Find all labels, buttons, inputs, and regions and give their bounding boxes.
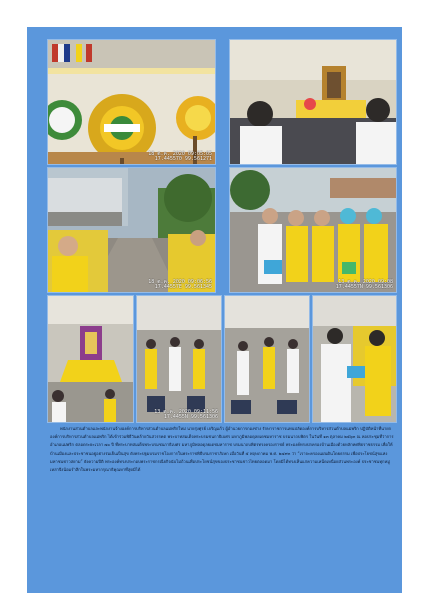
photo-timestamp: 13 ต.ค. 2020 09:08 17.44557N 99.561306 [335,279,393,290]
photo-timestamp: 18 ต.ค. 2020 09:06:56 17.44557E 99.561345 [148,279,212,290]
handover-image [313,296,396,422]
photo-queue-along-road [48,168,215,292]
article-caption: พนักงานส่วนตำบลและพนักงานจ้างองค์การบริหารส่วนตำบลแม่พริกใหม่ นายรุ่งศุรย์ เจริญแก้ว ผู้อำนวยการกองช่าง รักษาราชการแทนปลัดองค์การบริหารส่วนตำบลแม่พริก ปฏิบัติหน้าที่นายกองค์การบริหารส่วนตำบลแม่พริก ได้เข้าร่วมพิธีวันคล้ายวันสวรรคต พระบาทสมเด็จพระบรมชนกาธิเบศร มหาภูมิพลอดุลยเดชมหาราช บรมนาถบพิตร ในวันที่ ๑๓ ตุลาคม ๒๕๖๓ ณ หอประชุมที่ว่าการอำเภอแม่พริก ตลอดระยะเวลา ๗๐ ปี ที่พระบาทสมเด็จพระบรมชนกาธิเบศร มหาภูมิพลอดุลยเดชมหาราช บรมนาถบพิตรทรงครองราชย์ พระองค์ทรงปกครองบ้านเมืองด้วยหลักทศพิธราชธรรม เพื่อให้บ้านเมืองและประชาชนอยู่อย่างร่มเย็นเป็นสุข ดังพระปฐมบรมราชโองการในพระราชพิธีบรมราชาภิเษก เมื่อวันที่ ๕ พฤษภาคม พ.ศ. ๒๔๙๓ ว่า “เราจะครองแผ่นดินโดยธรรม เพื่อประโยชน์สุขแห่งมหาชนชาวสยาม” ยังความปีติ พระองค์ทรงประกอบพระราชกรณียกิจนับไม่ถ้วนเพื่อประโยชน์สุขของประชาชนชาวไทยตลอดมา โดยมิได้ทรงเห็นแก่ความเหน็ดเหนื่อยส่วนพระองค์ ประชาชนทุกหมู่เหล่าจึงน้อมรำลึกในพระมหากรุณาธิคุณหาที่สุดมิได้ [50,426,394,473]
hall-ceremony-1-image [137,296,221,422]
photo-hall-ceremony-1 [137,296,221,422]
photo-wreath-ceremony [48,40,215,164]
queue-along-road-image [48,168,215,292]
volunteers-group-image [230,168,396,292]
hall-altar-image [48,296,133,422]
photo-officials-at-shrine [230,40,396,164]
photo-timestamp: 13 ต.ค. 2020 09:11:56 17.4455N 99.561306 [154,409,218,420]
photo-hall-altar [48,296,133,422]
officials-at-shrine-image [230,40,396,164]
photo-handover [313,296,396,422]
photo-volunteers-group [230,168,396,292]
photo-timestamp: 18 ต.ค. 2020 09:05:05 17.445570 99.561271 [148,151,212,162]
hall-ceremony-2-image [225,296,309,422]
wreath-ceremony-image [48,40,215,164]
photo-hall-ceremony-2 [225,296,309,422]
